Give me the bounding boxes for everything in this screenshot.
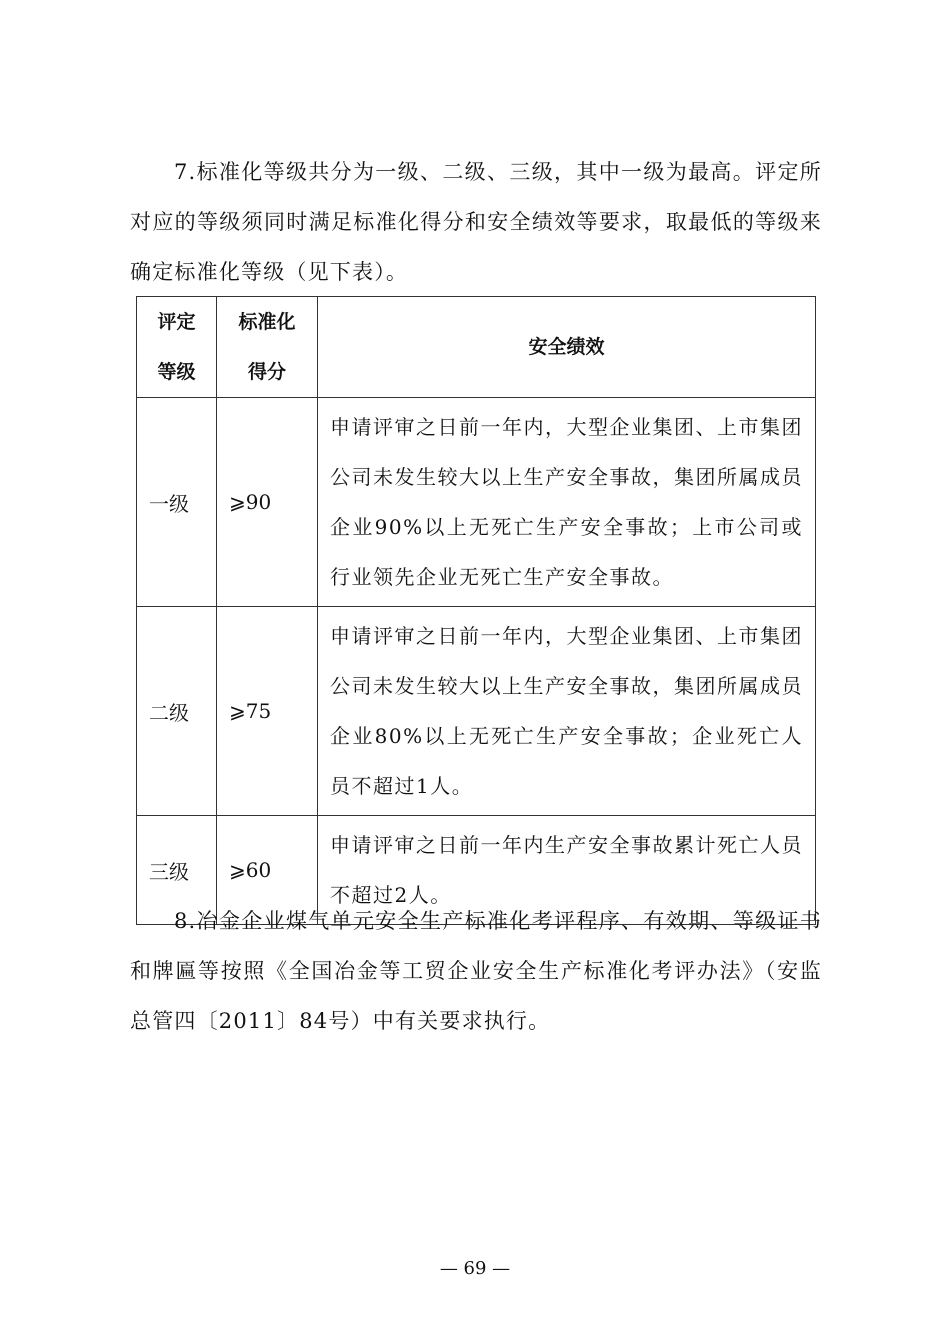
header-score: 标准化得分 (217, 297, 318, 398)
grade-cell: 三级 (137, 816, 217, 925)
paragraph-8-text: 8.冶金企业煤气单元安全生产标准化考评程序、有效期、等级证书和牌匾等按照《全国冶金等工贸企业安全生产标准化考评办法》（安监总管四〔2011〕84号）中有关要求执行。 (130, 909, 822, 1033)
page-number: — 69 — (439, 1258, 511, 1279)
performance-cell: 申请评审之日前一年内，大型企业集团、上市集团公司未发生较大以上生产安全事故，集团所属成员企业90%以上无死亡生产安全事故；上市公司或行业领先企业无死亡生产安全事故。 (318, 398, 816, 607)
table-row (137, 607, 816, 816)
paragraph-8 (130, 896, 822, 1046)
paragraph-7 (130, 147, 822, 297)
table-header-row (137, 297, 816, 398)
header-grade: 评定等级 (137, 297, 217, 398)
score-cell: ⩾75 (217, 607, 318, 816)
performance-cell: 申请评审之日前一年内生产安全事故累计死亡人员不超过2人。 (318, 816, 816, 925)
score-cell: ⩾60 (217, 816, 318, 925)
grade-table (136, 296, 816, 925)
grade-cell: 一级 (137, 398, 217, 607)
header-performance: 安全绩效 (318, 297, 816, 398)
table-row (137, 398, 816, 607)
grade-cell: 二级 (137, 607, 217, 816)
paragraph-7-text: 7.标准化等级共分为一级、二级、三级，其中一级为最高。评定所对应的等级须同时满足标准化得分和安全绩效等要求，取最低的等级来确定标准化等级（见下表）。 (130, 160, 822, 284)
performance-cell: 申请评审之日前一年内，大型企业集团、上市集团公司未发生较大以上生产安全事故，集团所属成员企业80%以上无死亡生产安全事故；企业死亡人员不超过1人。 (318, 607, 816, 816)
score-cell: ⩾90 (217, 398, 318, 607)
